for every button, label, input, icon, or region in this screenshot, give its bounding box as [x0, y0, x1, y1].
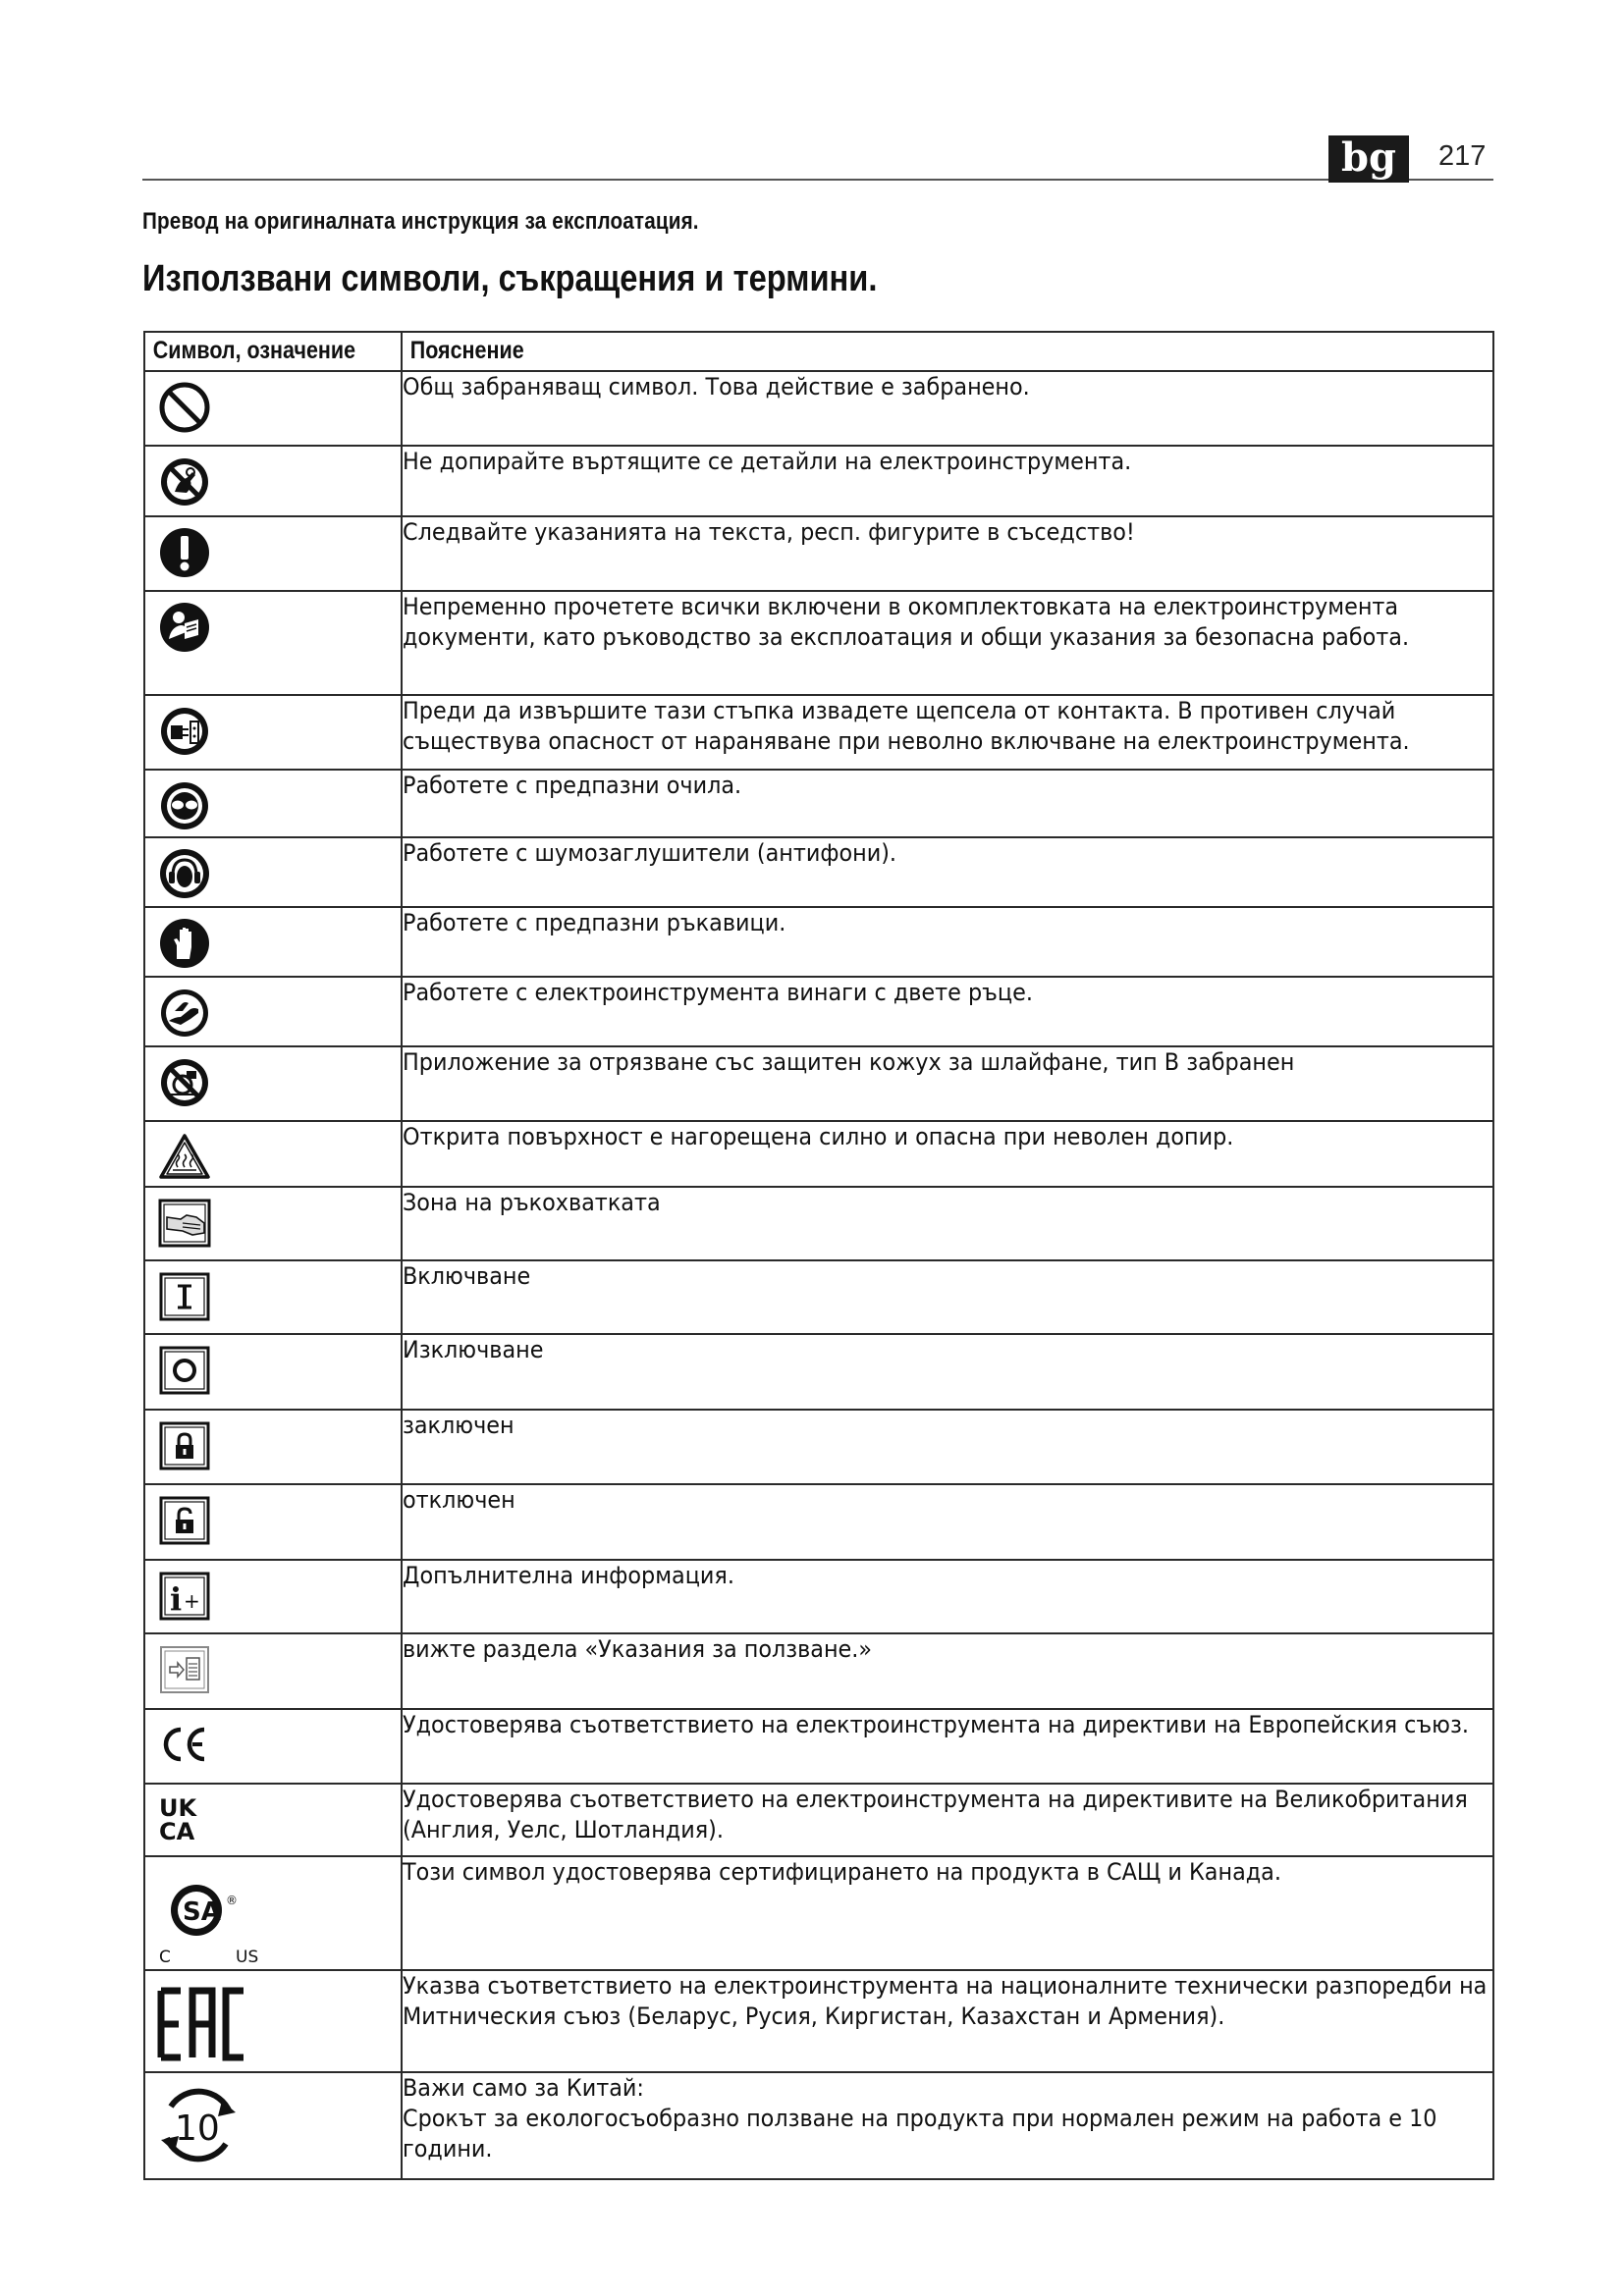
svg-text:C: C	[159, 1948, 171, 1965]
table-row	[144, 977, 1493, 1046]
explanation-cell: Следвайте указанията на текста, респ. фигурите в съседство!	[402, 516, 1493, 591]
svg-text:US: US	[236, 1948, 259, 1965]
unlocked-icon	[157, 1493, 212, 1548]
table-row	[144, 770, 1493, 837]
symbol-cell	[144, 1709, 402, 1784]
csa-mark-icon	[157, 1867, 275, 1965]
table-row	[144, 516, 1493, 591]
prohibition-icon	[157, 380, 212, 435]
symbol-cell	[144, 1856, 402, 1970]
two-hands-icon	[157, 986, 212, 1041]
symbol-cell	[144, 837, 402, 907]
symbol-cell	[144, 770, 402, 837]
explanation-cell: Работете с предпазни ръкавици.	[402, 907, 1493, 977]
table-row	[144, 1121, 1493, 1187]
explanation-cell: Удостоверява съответствието на електроинструмента на директиви на Европейския съюз.	[402, 1709, 1493, 1784]
table-row	[144, 1970, 1493, 2072]
explanation-cell: Преди да извършите тази стъпка извадете щепсела от контакта. В противен случай съществува опасност от нараняване при неволно включване на електроинструмента.	[402, 695, 1493, 770]
symbol-cell	[144, 1121, 402, 1187]
explanation-cell: заключен	[402, 1410, 1493, 1484]
symbols-table	[143, 331, 1494, 2180]
page-number: 217	[1438, 140, 1487, 172]
symbol-cell	[144, 1560, 402, 1633]
column-header-symbol: Символ, означение	[144, 332, 402, 371]
explanation-cell: Зона на ръкохватката	[402, 1187, 1493, 1260]
symbol-cell	[144, 1187, 402, 1260]
document-subtitle: Превод на оригиналната инструкция за експлоатация.	[142, 208, 699, 235]
table-row	[144, 1856, 1493, 1970]
symbol-cell	[144, 1410, 402, 1484]
table-row	[144, 1410, 1493, 1484]
exclamation-icon	[157, 525, 212, 580]
locked-icon	[157, 1418, 212, 1473]
symbol-cell	[144, 371, 402, 446]
explanation-cell: Непременно прочетете всички включени в окомплектовката на електроинструмента документи, като ръководство за експлоатация и общи указания за безопасна работа.	[402, 591, 1493, 695]
table-row	[144, 1187, 1493, 1260]
explanation-cell: Допълнителна информация.	[402, 1560, 1493, 1633]
symbol-cell	[144, 1260, 402, 1334]
table-row	[144, 837, 1493, 907]
symbol-cell	[144, 695, 402, 770]
svg-text:CA: CA	[159, 1818, 195, 1845]
symbol-cell	[144, 1784, 402, 1856]
table-row	[144, 907, 1493, 977]
explanation-cell: вижте раздела «Указания за ползване.»	[402, 1633, 1493, 1709]
table-row	[144, 1046, 1493, 1121]
table-row	[144, 2072, 1493, 2179]
table-row	[144, 695, 1493, 770]
svg-text:UK: UK	[159, 1794, 197, 1822]
grip-area-icon	[157, 1196, 212, 1251]
svg-text:i: i	[170, 1580, 183, 1618]
read-manual-icon	[157, 600, 212, 655]
explanation-cell: Указва съответствието на електроинструмента на националните технически разпоредби на Митническия съюз (Беларус, Русия, Киргистан, Казахстан и Армения).	[402, 1970, 1493, 2072]
table-header-row	[144, 332, 1493, 371]
explanation-cell: Удостоверява съответствието на електроинструмента на директивите на Великобритания (Англия, Уелс, Шотландия).	[402, 1784, 1493, 1856]
table-row	[144, 371, 1493, 446]
symbol-cell	[144, 1633, 402, 1709]
explanation-cell: Открита повърхност е нагорещена силно и опасна при неволен допир.	[402, 1121, 1493, 1187]
language-tab: bg	[1328, 135, 1409, 183]
table-row	[144, 1260, 1493, 1334]
eac-mark-icon	[157, 1985, 255, 2063]
unplug-icon	[157, 704, 212, 759]
explanation-cell: Включване	[402, 1260, 1493, 1334]
symbol-cell	[144, 907, 402, 977]
table-row	[144, 1709, 1493, 1784]
safety-goggles-icon	[157, 778, 212, 833]
symbol-cell	[144, 516, 402, 591]
explanation-cell: отключен	[402, 1484, 1493, 1560]
explanation-cell: Изключване	[402, 1334, 1493, 1410]
table-row	[144, 1334, 1493, 1410]
china-10-years-icon	[157, 2087, 240, 2165]
symbol-cell	[144, 977, 402, 1046]
safety-gloves-icon	[157, 916, 212, 971]
symbol-cell	[144, 591, 402, 695]
symbol-cell	[144, 1334, 402, 1410]
explanation-cell: Работете с шумозаглушители (антифони).	[402, 837, 1493, 907]
table-row	[144, 1633, 1493, 1709]
table-row	[144, 1560, 1493, 1633]
symbol-cell	[144, 1970, 402, 2072]
ukca-mark-icon	[157, 1792, 212, 1847]
column-header-explanation: Пояснение	[402, 332, 1493, 371]
explanation-cell: Важи само за Китай: Срокът за екологосъобразно ползване на продукта при нормален режим на работа е 10 години.	[402, 2072, 1493, 2179]
symbol-cell	[144, 1046, 402, 1121]
svg-text:SA: SA	[183, 1897, 221, 1927]
do-not-touch-rotating-parts-icon	[157, 454, 212, 509]
table-row	[144, 1784, 1493, 1856]
svg-text:10: 10	[175, 2109, 220, 2149]
symbol-cell	[144, 446, 402, 516]
table-row	[144, 591, 1493, 695]
ce-mark-icon	[157, 1718, 212, 1773]
explanation-cell: Общ забраняващ символ. Това действие е забранено.	[402, 371, 1493, 446]
symbol-cell	[144, 1484, 402, 1560]
additional-info-icon	[157, 1569, 212, 1624]
symbol-cell	[144, 2072, 402, 2179]
header-rule	[142, 179, 1493, 181]
explanation-cell: Работете с електроинструмента винаги с двете ръце.	[402, 977, 1493, 1046]
explanation-cell: Този символ удостоверява сертифицирането на продукта в САЩ и Канада.	[402, 1856, 1493, 1970]
switch-off-icon	[157, 1343, 212, 1398]
no-cutting-icon	[157, 1055, 212, 1110]
svg-text:®: ®	[226, 1894, 238, 1907]
table-row	[144, 446, 1493, 516]
hot-surface-icon	[157, 1130, 212, 1185]
explanation-cell: Приложение за отрязване със защитен кожух за шлайфане, тип B забранен	[402, 1046, 1493, 1121]
switch-on-icon	[157, 1269, 212, 1324]
explanation-cell: Работете с предпазни очила.	[402, 770, 1493, 837]
section-heading: Използвани символи, съкращения и термини.	[142, 258, 878, 299]
ear-protection-icon	[157, 846, 212, 901]
svg-text:+: +	[184, 1589, 200, 1613]
table-row	[144, 1484, 1493, 1560]
explanation-cell: Не допирайте въртящите се детайли на електроинструмента.	[402, 446, 1493, 516]
see-instructions-icon	[157, 1642, 212, 1697]
